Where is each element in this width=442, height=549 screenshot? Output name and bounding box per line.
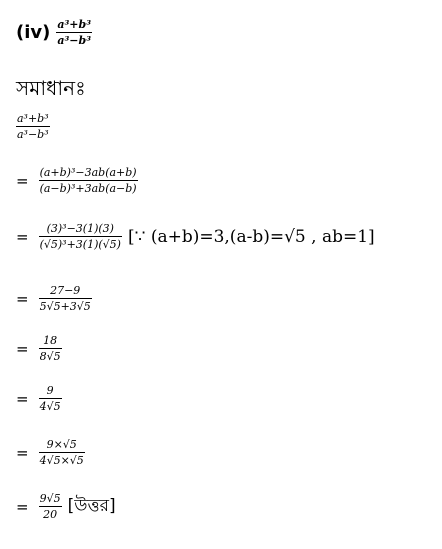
step-2-condition-note: [∵ (a+b)=3,(a-b)=√5 , ab=1]	[127, 226, 375, 247]
equals-sign: =	[16, 389, 29, 408]
problem-label: (iv)	[16, 22, 51, 43]
step-1-fraction	[39, 166, 138, 195]
step-6-denominator: 4√5×√5	[39, 454, 84, 467]
fraction-bar	[39, 236, 122, 237]
equals-sign: =	[16, 171, 29, 190]
step-4	[16, 334, 62, 363]
step-5-fraction	[39, 384, 62, 413]
step-5	[16, 384, 62, 413]
equals-sign: =	[16, 339, 29, 358]
equals-sign: =	[16, 443, 29, 462]
step-7-fraction	[39, 492, 62, 521]
step-0-fraction	[16, 112, 50, 141]
step-6-numerator: 9×√5	[46, 438, 77, 451]
fraction-bar	[39, 180, 138, 181]
fraction-bar	[39, 348, 62, 349]
step-2	[16, 222, 375, 251]
step-0	[16, 112, 50, 141]
step-4-fraction	[39, 334, 62, 363]
problem-numerator: a³+b³	[57, 18, 92, 31]
fraction-bar	[39, 298, 92, 299]
solution-title: সমাধানঃ	[16, 76, 86, 100]
step-7	[16, 492, 116, 521]
step-6-fraction	[39, 438, 85, 467]
step-2-numerator: (3)³−3(1)(3)	[46, 222, 114, 235]
fraction-bar	[39, 506, 62, 507]
fraction-bar	[39, 452, 85, 453]
step-5-numerator: 9	[46, 384, 54, 397]
step-2-denominator: (√5)³+3(1)(√5)	[39, 238, 121, 251]
step-7-numerator: 9√5	[39, 492, 61, 505]
problem-fraction	[56, 18, 92, 47]
step-0-numerator: a³+b³	[17, 112, 49, 125]
problem-denominator: a³−b³	[57, 34, 92, 47]
answer-label: [উত্তর]	[67, 495, 116, 516]
step-3-denominator: 5√5+3√5	[39, 300, 91, 313]
fraction-bar	[16, 126, 50, 127]
equals-sign: =	[16, 497, 29, 516]
step-4-numerator: 18	[43, 334, 58, 347]
step-3	[16, 284, 92, 313]
step-1-numerator: (a+b)³−3ab(a+b)	[39, 166, 137, 179]
fraction-bar	[56, 32, 92, 33]
equals-sign: =	[16, 227, 29, 246]
step-7-denominator: 20	[43, 508, 58, 521]
problem-header	[16, 18, 92, 47]
step-0-denominator: a³−b³	[17, 128, 49, 141]
step-3-fraction	[39, 284, 92, 313]
step-1	[16, 166, 138, 195]
fraction-bar	[39, 398, 62, 399]
step-3-numerator: 27−9	[50, 284, 81, 297]
step-6	[16, 438, 85, 467]
step-2-fraction	[39, 222, 122, 251]
step-1-denominator: (a−b)³+3ab(a−b)	[39, 182, 137, 195]
step-5-denominator: 4√5	[39, 400, 61, 413]
equals-sign: =	[16, 289, 29, 308]
step-4-denominator: 8√5	[39, 350, 61, 363]
